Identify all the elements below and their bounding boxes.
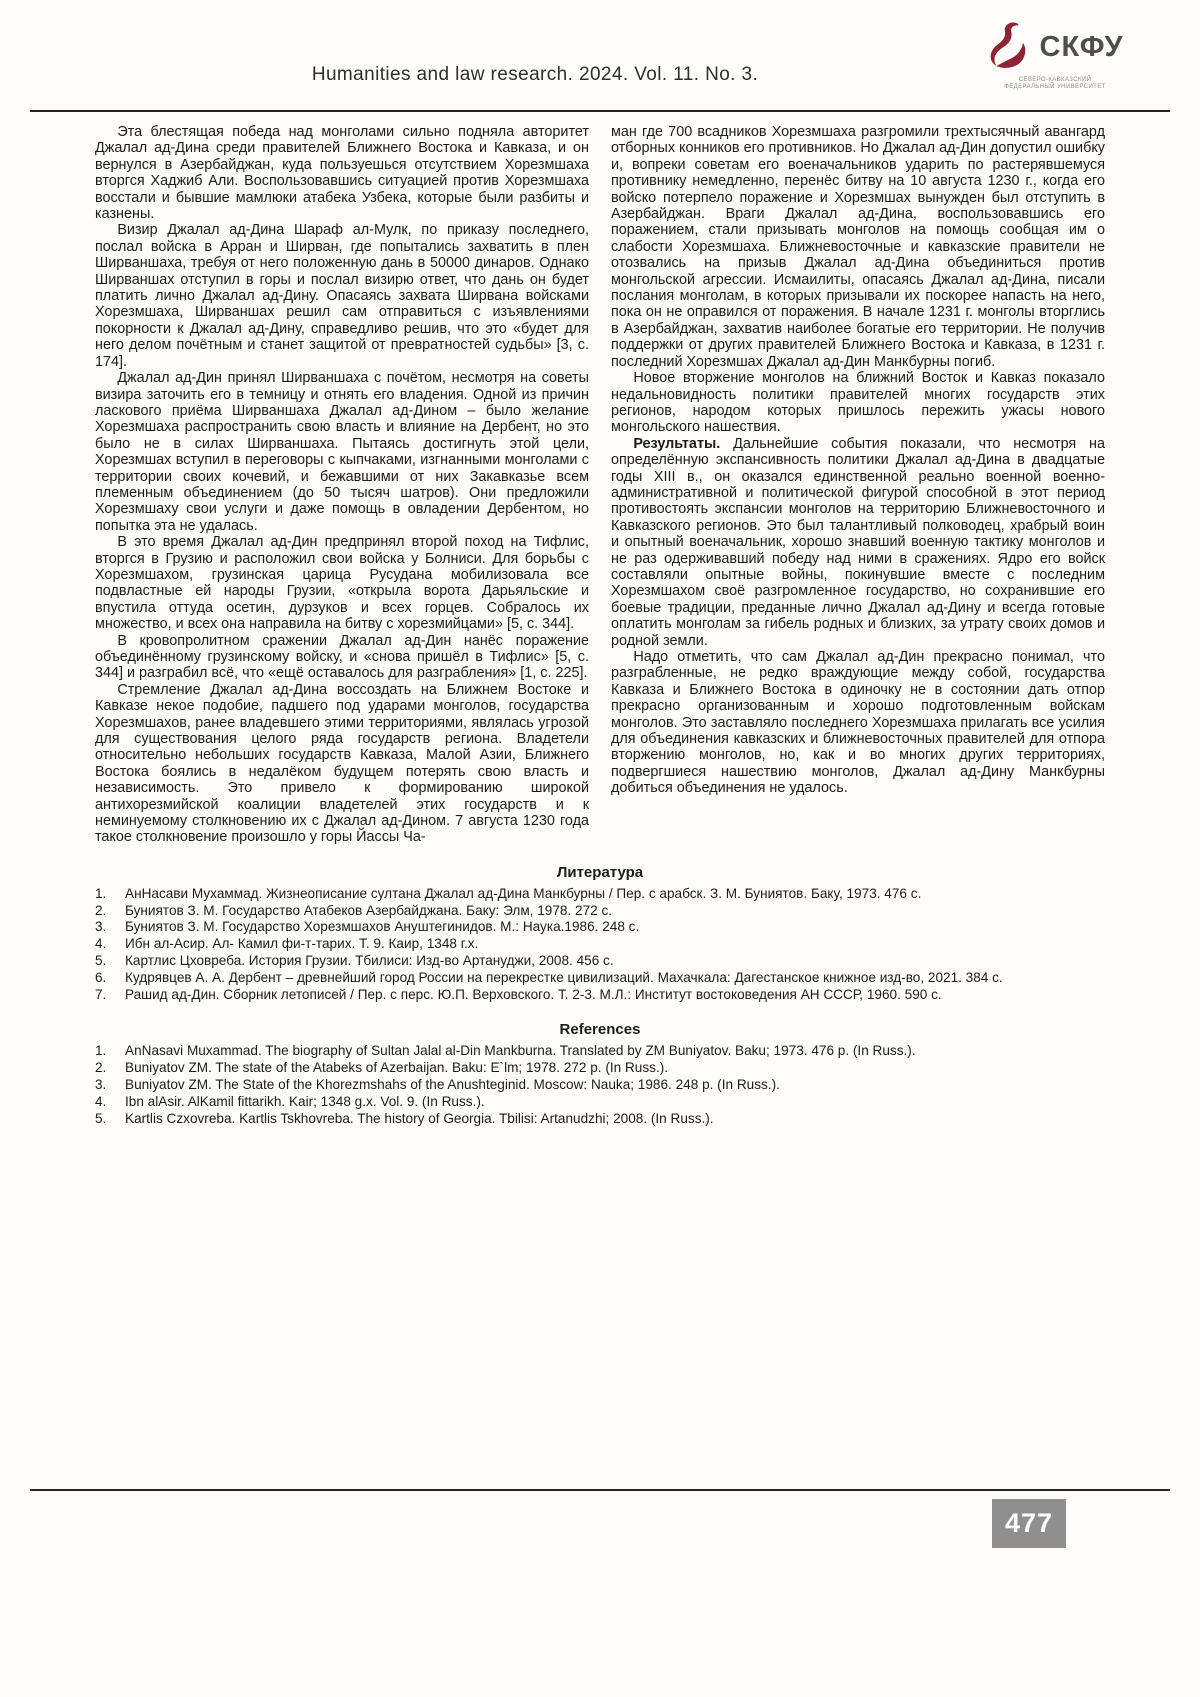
paragraph: Стремление Джалал ад-Дина воссоздать на Ближнем Востоке и Кавказе некое подобие, падшего под ударами монголов, государства Хорезмшахов, ранее владевшего этими территориями, являлась угрозой для существования целого ряда государств региона. Владетели относительно небольших государств Кавказа, Малой Азии, Ближнего Востока боялись в недалёком будущем потерять свою власть и независимость. Это привело к формированию широкой антихорезмийской коалиции владетелей этих государств и к неминуемому столкновению их с Джалал ад-Дином. 7 августа 1230 года такое столкновение произошло у горы Йассы Ча- (95, 681, 589, 846)
reference-item (95, 1077, 1105, 1094)
paragraph-results (611, 436, 1105, 649)
item-text: Ибн ал-Асир. Ал- Камил фи-т-тарих. Т. 9. Каир, 1348 г.х. (125, 936, 479, 952)
page-number-badge: 477 (992, 1499, 1066, 1548)
literature-item (95, 970, 1105, 987)
item-text: Buniyatov ZM. The state of the Atabeks of Azerbaijan. Baku: E`lm; 1978. 272 p. (In Russ.). (125, 1060, 669, 1076)
item-number: 2. (95, 1060, 107, 1076)
paragraph: В это время Джалал ад-Дин предпринял второй поход на Тифлис, вторгся в Грузию и расположил свои войска у Болниси. Для борьбы с Хорезмшахом, грузинская царица Русудана мобилизовала все подвластные ей народы Грузии, «открыла ворота Дарьяльские и впустила оттуда осетин, дурзуков и всех горцев. Собралось их множество, и всех она направила на битву с хорезмийцами» [5, с. 344]. (95, 534, 589, 633)
results-text: Дальнейшие события показали, что несмотря на определённую экспансивность политики Джалал ад-Дина в двадцатые годы XIII в., он оказался единственной реально военной военно-административной и политической фигурой способной в этот период противостоять экспансии монголов на территорию Ближневосточного и Кавказского регионов. Это был талантливый полководец, храбрый воин и опытный военачальник, хорошо знавший военную тактику монголов и не раз одерживавший победу над ними в сражениях. Ядро его войск составляли опытные войны, покинувшие вместе с последним Хорезмшахом своё разгромленное государство, но сохранившие его боевые традиции, преданные лично Джалал ад-Дину и всегда готовые оплатить монголам за гибель родных и близких, за утрату своих домов и родной земли. (611, 435, 1105, 649)
article-left-column (95, 124, 589, 846)
literature-list (95, 886, 1105, 1004)
references-list (95, 1043, 1105, 1127)
header-rule (30, 110, 1170, 112)
paragraph: Эта блестящая победа над монголами сильно подняла авторитет Джалал ад-Дина среди правителей Ближнего Востока и Кавказа, и он вернулся в Азербайджан, куда пользуешься отсутствием Хорезмшаха вторгся Хаджиб Али. Воспользовавшись ситуацией против Хорезмшаха восстали и бывшие мамлюки атабека Узбека, которые были разбиты и казнены. (95, 124, 589, 223)
item-number: 5. (95, 1110, 107, 1126)
literature-item (95, 953, 1105, 970)
paragraph: Визир Джалал ад-Дина Шараф ал-Мулк, по приказу последнего, послал войска в Арран и Ширван, где попытались захватить в плен Ширваншаха, требуя от него положенную дань в 50000 динаров. Однако Ширваншах отступил в горы и послал визирю ответ, что дань он будет платить лично Джалал ад-Дину. Опасаясь захвата Ширвана войсками Хорезмшаха, Ширваншах решил сам отправиться с изъявлениями покорности к Джалал ад-Дину, справедливо решив, что это «будет для него делом почётным и станет защитой от превратностей судьбы» [3, с. 174]. (95, 222, 589, 370)
reference-item (95, 1111, 1105, 1128)
item-number: 5. (95, 953, 107, 969)
paragraph: В кровопролитном сражении Джалал ад-Дин нанёс поражение объединённому грузинскому войску, и «снова пришёл в Тифлис» [5, с. 344] и разграбил всё, что «ещё оставалось для разграбления» [1, с. 225]. (95, 632, 589, 682)
item-number: 1. (95, 1043, 107, 1059)
article-right-column (611, 124, 1105, 846)
references-heading: References (559, 1021, 641, 1039)
item-text: Картлис Цховреба. История Грузии. Тбилиси: Изд-во Артануджи, 2008. 456 с. (125, 953, 614, 969)
paragraph: Новое вторжение монголов на ближний Восток и Кавказ показало недальновидность политики правителей многих государств этих регионов, народом которых пришлось пережить ужасы нового монгольского нашествия. (611, 370, 1105, 436)
reference-item (95, 1094, 1105, 1111)
reference-item (95, 1060, 1105, 1077)
literature-item (95, 903, 1105, 920)
item-text: Буниятов З. М. Государство Атабеков Азербайджана. Баку: Элм, 1978. 272 с. (125, 902, 613, 918)
item-text: Buniyatov ZM. The State of the Khorezmshahs of the Anushteginid. Moscow: Nauka; 1986. 248 p. (In Russ.). (125, 1077, 780, 1093)
paragraph-continuation: ман где 700 всадников Хорезмшаха разгромили трехтысячный авангард отборных конников его противников. Но Джалал ад-Дин допустил ошибку и, вопреки советам его военачальников ударить по растерявшемуся противнику немедленно, перенёс битву на 10 августа 1230 г., когда его войско потерпело поражение и Хорезмшах вынужден был отступить в Азербайджан. Враги Джалал ад-Дина, воспользовавшись его поражением, стали призывать монголов на помощь сообщая им о слабости Хорезмшаха. Ближневосточные и кавказские правители не отозвались на призыв Джалал ад-Дина объединиться против монгольской агрессии. Исмаилиты, опасаясь Джалал ад-Дина, писали послания монголам, в которых призывали их поскорее напасть на него, пока он не оправился от поражения. В начале 1231 г. монголы вторглись в Азербайджан, захватив наиболее богатые его территории. Не получив поддержки от других правителей Ближнего Востока и Кавказа, в 1231 г. последний Хорезмшах Джалал ад-Дин Манкбурны погиб. (611, 124, 1105, 370)
item-text: Кудрявцев А. А. Дербент – древнейший город России на перекрестке цивилизаций. Махачкала: Дагестанское книжное изд-во, 2021. 384 с. (125, 969, 1003, 985)
item-text: Буниятов З. М. Государство Хорезмшахов Ануштегинидов. М.: Наука.1986. 248 с. (125, 919, 640, 935)
item-number: 7. (95, 986, 107, 1002)
literature-item (95, 886, 1105, 903)
footer-rule (30, 1489, 1170, 1491)
item-number: 3. (95, 1077, 107, 1093)
literature-heading: Литература (556, 863, 644, 881)
swan-logo-icon (987, 20, 1037, 75)
item-text: Рашид ад-Дин. Сборник летописей / Пер. с перс. Ю.П. Верховского. Т. 2-3. М.Л.: Институт востоковедения АН СССР, 1960. 590 с. (125, 986, 942, 1002)
literature-item (95, 919, 1105, 936)
logo-acronym: СКФУ (1039, 31, 1124, 63)
item-number: 6. (95, 969, 107, 985)
literature-item (95, 936, 1105, 953)
item-number: 4. (95, 936, 107, 952)
literature-item (95, 987, 1105, 1004)
item-number: 3. (95, 919, 107, 935)
reference-item (95, 1043, 1105, 1060)
item-number: 2. (95, 902, 107, 918)
article-body (95, 124, 1105, 846)
item-text: AnNasavi Muxammad. The biography of Sultan Jalal al-Din Mankburna. Translated by ZM Buniyatov. Baku; 1973. 476 p. (In Russ.). (125, 1043, 916, 1059)
journal-header-line: Humanities and law research. 2024. Vol. 11. No. 3. (311, 64, 759, 85)
paragraph: Джалал ад-Дин принял Ширваншаха с почётом, несмотря на советы визира заточить его в темницу и отнять его владения. Одной из причин ласкового приёма Ширваншаха Джалал ад-Дином – было желание Хорезмшаха распространить свою власть и влияние на Дербент, но это было не в силах Ширваншаха. Пытаясь достигнуть этой цели, Хорезмшах вступил в переговоры с кыпчаками, изгнанными монголами с территории своих кочевий, и бежавшими от них Закавказье всем племенным объединением (до 50 тысяч шатров). Они предложили Хорезмшаху свои услуги и даже помощь в овладении Дербентом, но попытка эта не удалась. (95, 370, 589, 534)
logo-subtext: СЕВЕРО-КАВКАЗСКИЙ ФЕДЕРАЛЬНЫЙ УНИВЕРСИТЕТ (1004, 77, 1106, 90)
item-text: Kartlis Czxovreba. Kartlis Tskhovreba. The history of Georgia. Tbilisi: Artanudzhi; 2008. (In Russ.). (125, 1110, 714, 1126)
paragraph: Надо отметить, что сам Джалал ад-Дин прекрасно понимал, что разграбленные, не редко враждующие между собой, государства Кавказа и Ближнего Востока в одиночку не в состоянии дать отпор прекрасно организованным и хорошо подготовленным войскам монголов. Это заставляло последнего Хорезмшаха прилагать все усилия для объединения кавказских и ближневосточных правителей для отпора вторжению монголов, но, как и во многих других территориях, подвергшиеся нашествию монголов, Джалал ад-Дину Манкбурны добиться объединения не удалось. (611, 649, 1105, 797)
item-number: 4. (95, 1093, 107, 1109)
item-text: АнНасави Мухаммад. Жизнеописание султана Джалал ад-Дина Манкбурны / Пер. с арабск. З. М. Буниятов. Баку, 1973. 476 с. (125, 885, 922, 901)
item-number: 1. (95, 885, 107, 901)
item-text: Ibn alAsir. AlKamil fittarikh. Kair; 1348 g.x. Vol. 9. (In Russ.). (125, 1093, 485, 1109)
results-lead-label: Результаты. (633, 435, 721, 452)
university-logo (994, 20, 1124, 91)
